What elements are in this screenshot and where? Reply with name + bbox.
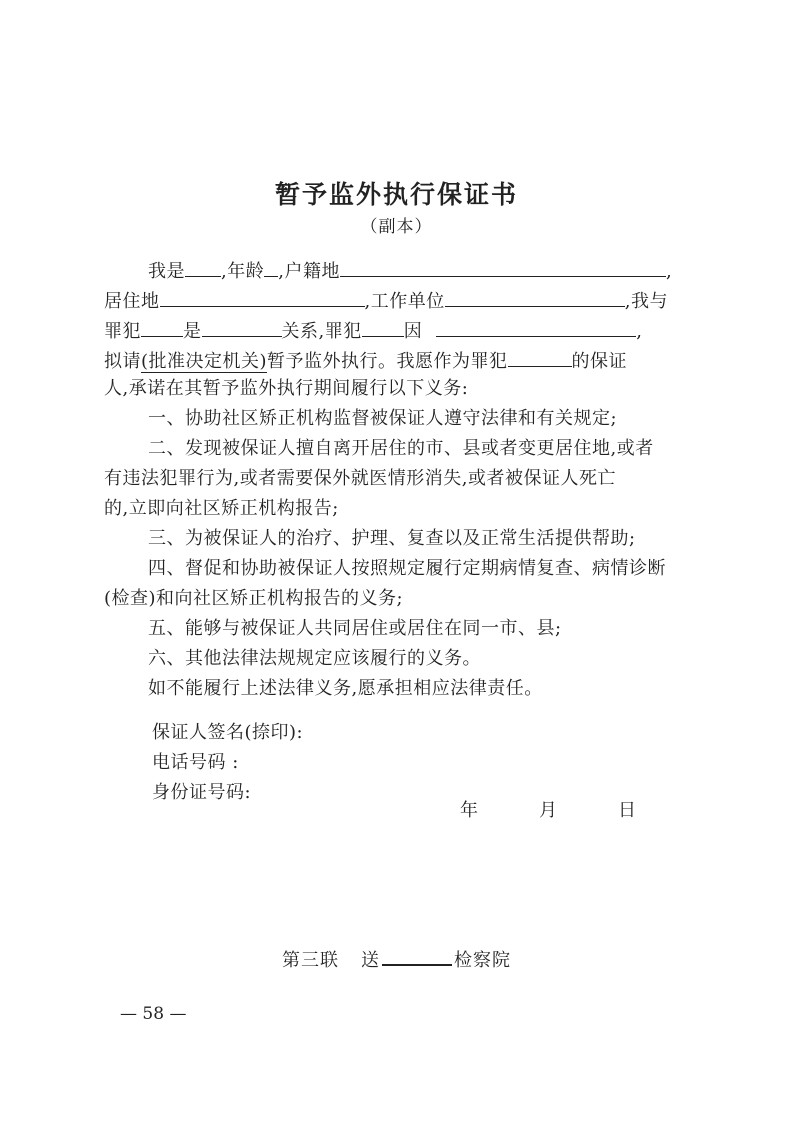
item-4-line1: 四、督促和协助被保证人按照规定履行定期病情复查、病情诊断 [148,558,666,579]
text-and-i: ,我与 [624,291,668,312]
text-i-am: 我是 [148,261,185,282]
page-number: — 58 — [120,1004,187,1024]
id-number-label: 身份证号码: [152,782,252,803]
text-propose: 拟请 [104,351,141,372]
para1-line5: 人,承诺在其暂予监外执行期间履行以下义务: [104,378,469,399]
copy-part-label: 第三联 [282,950,339,971]
text-residence: 居住地 [104,291,160,312]
text-age: ,年龄 [221,261,265,282]
item-6: 六、其他法律法规规定应该履行的义务。 [148,648,481,669]
item-4-line2: (检查)和向社区矫正机构报告的义务; [104,588,404,609]
text-because: 因 [403,321,423,342]
para1-line1 [148,259,694,282]
approving-authority-field[interactable]: (批准决定机关) [141,351,268,372]
text-workplace: ,工作单位 [364,291,445,312]
copy-routing-footer [0,946,793,972]
text-hukou: ,户籍地 [278,261,340,282]
text-relationship-criminal: 关系,罪犯 [281,321,362,342]
text-criminal: 罪犯 [104,321,141,342]
para1-line2 [104,289,694,312]
name-blank[interactable] [185,259,221,277]
item-5: 五、能够与被保证人共同居住或居住在同一市、县; [148,618,562,639]
closing-statement: 如不能履行上述法律义务,愿承担相应法律责任。 [148,678,543,699]
relationship-blank[interactable] [202,319,282,337]
phone-label: 电话号码 : [152,752,239,773]
send-to-label: 送 [361,950,380,971]
text-guarantor: 的保证 [571,351,628,372]
comma: , [636,321,643,342]
item-1: 一、协助社区矫正机构监督被保证人遵守法律和有关规定; [148,408,618,429]
criminal-name-blank[interactable] [141,319,183,337]
text-execution: 暂予监外执行。我愿作为罪犯 [267,351,508,372]
item-3: 三、为被保证人的治疗、护理、复查以及正常生活提供帮助; [148,528,636,549]
item-2-line2: 有违法犯罪行为,或者需要保外就医情形消失,或者被保证人死亡 [104,468,616,489]
procuratorate-label: 检察院 [454,950,511,971]
guarantor-signature-label: 保证人签名(捺印): [152,722,304,743]
reason-blank[interactable] [436,319,636,337]
procuratorate-blank[interactable] [382,948,452,966]
criminal-name-blank-3[interactable] [508,349,572,367]
document-subtitle: （副本） [360,217,433,237]
date-year: 年 [460,800,478,821]
comma: , [665,261,673,282]
residence-blank[interactable] [160,289,365,307]
item-2-line3: 的,立即向社区矫正机构报告; [104,498,339,519]
hukou-blank[interactable] [340,259,666,277]
date-month: 月 [539,800,557,821]
date-day: 日 [618,800,636,821]
para1-line3 [104,319,694,342]
item-2-line1: 二、发现被保证人擅自离开居住的市、县或者变更居住地,或者 [148,438,654,459]
text-is: 是 [183,321,202,342]
document-title: 暂予监外执行保证书 [274,180,518,209]
criminal-name-blank-2[interactable] [362,319,404,337]
workplace-blank[interactable] [445,289,625,307]
para1-line4 [104,349,694,372]
age-blank[interactable] [264,259,278,277]
